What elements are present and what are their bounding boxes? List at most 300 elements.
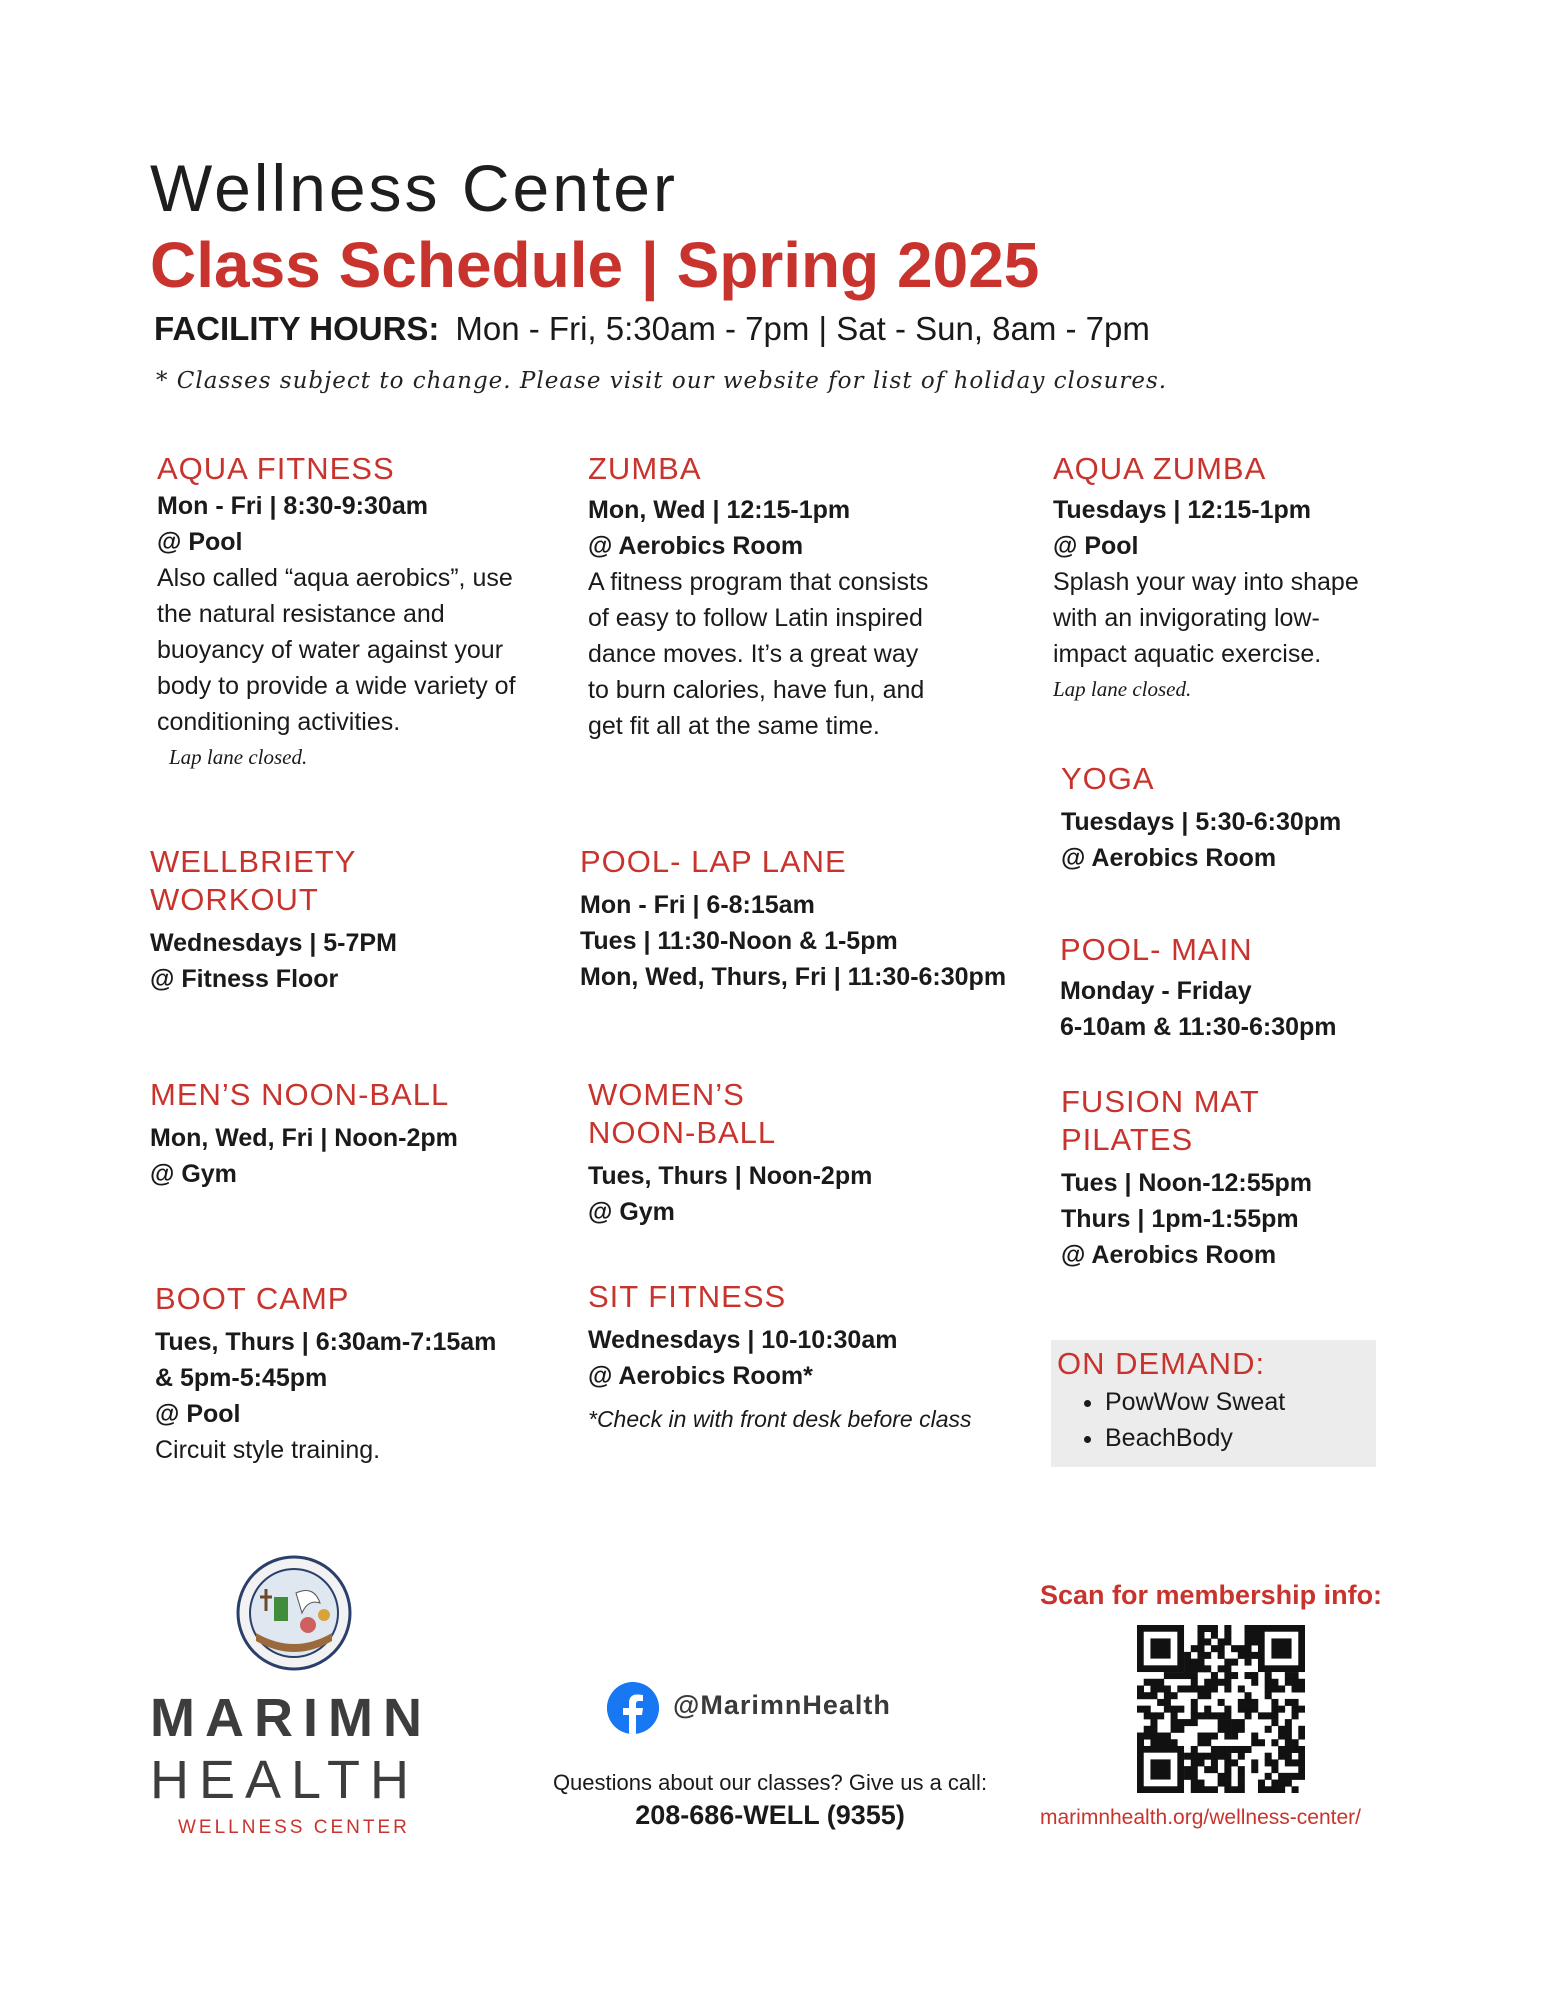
qr-module [1298,1773,1305,1780]
qr-module [1298,1733,1305,1740]
qr-module [1224,1679,1231,1686]
qr-module [1271,1699,1278,1706]
qr-module [1184,1665,1191,1672]
qr-module [1218,1753,1225,1760]
qr-module [1218,1665,1225,1672]
class-location: @ Aerobics Room* [588,1362,813,1390]
qr-module [1191,1766,1198,1773]
qr-module [1211,1766,1218,1773]
qr-module [1298,1706,1305,1713]
qr-module [1191,1759,1198,1766]
qr-module [1157,1679,1164,1686]
class-note: Lap lane closed. [169,745,308,769]
qr-module [1204,1786,1211,1793]
qr-module [1292,1773,1299,1780]
qr-module [1171,1672,1178,1679]
class-time: Tues, Thurs | 6:30am-7:15am [155,1328,497,1356]
qr-module [1184,1766,1191,1773]
qr-module [1218,1699,1225,1706]
qr-module [1251,1739,1258,1746]
class-name-line2: NOON-BALL [588,1115,777,1150]
class-time: Mon, Wed | 12:15-1pm [588,496,851,524]
class-location: @ Aerobics Room [588,532,804,560]
class-name: POOL- MAIN [1060,932,1253,967]
qr-module [1298,1746,1305,1753]
qr-module [1204,1766,1211,1773]
class-location: @ Gym [588,1198,675,1226]
qr-module [1271,1780,1278,1787]
qr-module [1211,1759,1218,1766]
qr-module [1224,1780,1231,1787]
class-wellbriety [150,843,530,997]
qr-module [1191,1746,1198,1753]
qr-module [1184,1753,1191,1760]
qr-module [1265,1692,1272,1699]
qr-module [1265,1726,1272,1733]
qr-module [1224,1733,1231,1740]
qr-module [1258,1712,1265,1719]
qr-module [1204,1706,1211,1713]
class-time: Wednesdays | 10-10:30am [588,1326,898,1354]
qr-module [1251,1679,1258,1686]
class-location: @ Pool [157,528,243,556]
qr-module [1191,1780,1198,1787]
contact-question: Questions about our classes? Give us a call: [552,1770,988,1795]
qr-module [1197,1632,1204,1639]
class-time: Tuesdays | 5:30-6:30pm [1061,808,1342,836]
qr-module [1271,1786,1278,1793]
qr-module [1271,1719,1278,1726]
qr-finder [1271,1638,1291,1658]
qr-module [1245,1746,1252,1753]
qr-module [1245,1699,1252,1706]
class-name: AQUA ZUMBA [1053,451,1267,486]
qr-module [1184,1659,1191,1666]
qr-module [1265,1672,1272,1679]
qr-module [1251,1638,1258,1645]
qr-module [1285,1733,1292,1740]
qr-module [1197,1665,1204,1672]
qr-module [1231,1645,1238,1652]
qr-module [1298,1766,1305,1773]
qr-module [1218,1726,1225,1733]
qr-module [1177,1706,1184,1713]
qr-module [1211,1672,1218,1679]
qr-module [1164,1739,1171,1746]
qr-module [1258,1786,1265,1793]
qr-module [1238,1726,1245,1733]
qr-module [1144,1726,1151,1733]
qr-module [1197,1638,1204,1645]
qr-module [1197,1780,1204,1787]
qr-module [1292,1746,1299,1753]
qr-module [1224,1766,1231,1773]
qr-module [1258,1780,1265,1787]
qr-module [1204,1739,1211,1746]
qr-module [1197,1786,1204,1793]
qr-finder [1150,1759,1170,1779]
qr-module [1204,1652,1211,1659]
class-time: Mon - Fri | 8:30-9:30am [157,492,428,520]
list-item: • BeachBody [1105,1420,1376,1456]
on-demand-box [1051,1340,1376,1467]
class-womens-noonball [588,1076,968,1230]
class-sit-fitness [588,1278,1008,1434]
qr-module [1218,1780,1225,1787]
class-description: A fitness program that consists of easy to follow Latin inspired dance moves. It’s a great way to burn calories, have fun, and get fit all at the same time. [588,568,929,740]
qr-module [1164,1692,1171,1699]
qr-module [1144,1679,1151,1686]
qr-module [1278,1726,1285,1733]
qr-module [1171,1719,1178,1726]
qr-module [1271,1712,1278,1719]
qr-module [1218,1712,1225,1719]
qr-module [1211,1746,1218,1753]
qr-module [1251,1672,1258,1679]
qr-code[interactable] [1137,1625,1305,1793]
class-description: Also called “aqua aerobics”, use the natural resistance and buoyancy of water against your body to provide a wide variety of conditioning activities. [157,564,516,736]
qr-module [1224,1706,1231,1713]
qr-module [1204,1638,1211,1645]
qr-module [1197,1645,1204,1652]
qr-module [1224,1665,1231,1672]
qr-module [1191,1719,1198,1726]
facility-hours-value: Mon - Fri, 5:30am - 7pm | Sat - Sun, 8am - 7pm [455,310,1150,347]
qr-module [1191,1659,1198,1666]
qr-module [1137,1706,1144,1713]
class-pool-main [1060,931,1390,1045]
disclaimer: * Classes subject to change. Please visit our website for list of holiday closures. [156,368,1168,394]
qr-module [1231,1659,1238,1666]
qr-module [1251,1652,1258,1659]
qr-module [1197,1685,1204,1692]
qr-module [1231,1719,1238,1726]
qr-module [1191,1672,1198,1679]
qr-module [1271,1739,1278,1746]
qr-module [1271,1685,1278,1692]
qr-module [1292,1672,1299,1679]
class-boot-camp [155,1280,535,1468]
tribe-seal-logo [236,1555,352,1671]
qr-module [1285,1679,1292,1686]
qr-module [1218,1773,1225,1780]
class-time: Tues | 11:30-Noon & 1-5pm [580,927,898,955]
class-name: YOGA [1061,761,1155,796]
list-item: • PowWow Sweat [1105,1384,1376,1420]
qr-module [1245,1712,1252,1719]
qr-module [1224,1719,1231,1726]
qr-module [1298,1679,1305,1686]
facility-hours-label: FACILITY HOURS: [154,310,440,347]
qr-module [1177,1719,1184,1726]
qr-module [1164,1685,1171,1692]
contact-phone[interactable]: 208-686-WELL (9355) [635,1800,905,1830]
qr-module [1191,1786,1198,1793]
qr-module [1231,1746,1238,1753]
class-name-line2: PILATES [1061,1122,1194,1157]
qr-module [1298,1685,1305,1692]
qr-module [1278,1746,1285,1753]
qr-module [1204,1712,1211,1719]
qr-module [1278,1753,1285,1760]
qr-module [1285,1773,1292,1780]
qr-module [1157,1712,1164,1719]
facebook-icon [607,1682,659,1734]
on-demand-title: ON DEMAND: [1057,1346,1266,1381]
qr-module [1157,1733,1164,1740]
qr-module [1137,1692,1144,1699]
qr-module [1285,1780,1292,1787]
qr-module [1285,1719,1292,1726]
qr-module [1231,1672,1238,1679]
qr-module [1231,1786,1238,1793]
qr-module [1278,1706,1285,1713]
qr-module [1292,1706,1299,1713]
class-time: Tuesdays | 12:15-1pm [1053,496,1312,524]
qr-module [1265,1712,1272,1719]
qr-module [1238,1773,1245,1780]
qr-module [1197,1625,1204,1632]
scan-label: Scan for membership info: [1040,1580,1383,1610]
qr-module [1224,1773,1231,1780]
class-name: MEN’S NOON-BALL [150,1077,450,1112]
qr-module [1184,1719,1191,1726]
qr-module [1298,1753,1305,1760]
qr-module [1238,1766,1245,1773]
qr-module [1204,1733,1211,1740]
qr-module [1218,1746,1225,1753]
qr-module [1278,1780,1285,1787]
qr-module [1245,1672,1252,1679]
qr-module [1251,1766,1258,1773]
qr-module [1271,1759,1278,1766]
class-name: ZUMBA [588,451,702,486]
class-zumba [588,450,938,744]
qr-module [1278,1786,1285,1793]
qr-module [1292,1712,1299,1719]
qr-module [1218,1652,1225,1659]
on-demand-list [1051,1384,1376,1456]
class-time: Mon, Wed, Fri | Noon-2pm [150,1124,458,1152]
qr-module [1171,1726,1178,1733]
qr-module [1137,1685,1144,1692]
qr-module [1211,1685,1218,1692]
qr-module [1191,1665,1198,1672]
facility-hours [154,310,1150,348]
qr-module [1271,1706,1278,1713]
class-location: @ Fitness Floor [150,965,339,993]
qr-module [1204,1692,1211,1699]
qr-module [1157,1739,1164,1746]
class-time: Wednesdays | 5-7PM [150,929,397,957]
class-note: Lap lane closed. [1053,677,1192,701]
qr-module [1204,1753,1211,1760]
qr-module [1191,1645,1198,1652]
qr-module [1238,1753,1245,1760]
class-name: BOOT CAMP [155,1281,350,1316]
class-name: POOL- LAP LANE [580,844,847,879]
qr-module [1238,1652,1245,1659]
class-time: Mon - Fri | 6-8:15am [580,891,815,919]
class-time: Tues, Thurs | Noon-2pm [588,1162,873,1190]
class-name-line1: WELLBRIETY [150,844,357,879]
qr-module [1271,1679,1278,1686]
class-note: *Check in with front desk before class [588,1406,972,1432]
class-location: @ Pool [1053,532,1139,560]
qr-module [1285,1726,1292,1733]
class-fusion-pilates [1061,1083,1391,1273]
qr-module [1224,1672,1231,1679]
qr-module [1231,1726,1238,1733]
qr-module [1197,1712,1204,1719]
website-link[interactable]: marimnhealth.org/wellness-center/ [1040,1806,1361,1829]
qr-module [1271,1766,1278,1773]
class-time: 6-10am & 11:30-6:30pm [1060,1013,1337,1041]
qr-module [1191,1685,1198,1692]
class-yoga [1061,760,1391,876]
qr-module [1224,1685,1231,1692]
page-subtitle: Class Schedule | Spring 2025 [150,229,1040,301]
class-time: Monday - Friday [1060,977,1252,1005]
qr-module [1265,1786,1272,1793]
class-name: AQUA FITNESS [157,451,395,486]
qr-module [1251,1625,1258,1632]
qr-module [1224,1726,1231,1733]
qr-module [1197,1759,1204,1766]
class-time: Tues | Noon-12:55pm [1061,1169,1313,1197]
qr-module [1298,1726,1305,1733]
qr-module [1285,1739,1292,1746]
qr-module [1245,1645,1252,1652]
qr-module [1278,1733,1285,1740]
qr-module [1150,1726,1157,1733]
qr-module [1150,1679,1157,1686]
qr-module [1177,1672,1184,1679]
qr-module [1197,1652,1204,1659]
qr-module [1211,1733,1218,1740]
qr-module [1171,1712,1178,1719]
qr-module [1285,1746,1292,1753]
qr-module [1278,1773,1285,1780]
qr-module [1245,1659,1252,1666]
qr-module [1245,1638,1252,1645]
qr-module [1191,1753,1198,1760]
qr-module [1292,1786,1299,1793]
qr-module [1197,1659,1204,1666]
qr-module [1245,1632,1252,1639]
qr-module [1251,1632,1258,1639]
qr-module [1171,1739,1178,1746]
qr-module [1164,1706,1171,1713]
qr-module [1258,1739,1265,1746]
qr-module [1150,1685,1157,1692]
qr-module [1184,1652,1191,1659]
class-time: Thurs | 1pm-1:55pm [1061,1205,1299,1233]
qr-finder [1150,1638,1170,1658]
qr-module [1191,1699,1198,1706]
brand-name-line1: MARIMN [150,1688,432,1748]
qr-module [1265,1685,1272,1692]
qr-module [1211,1645,1218,1652]
qr-module [1224,1712,1231,1719]
qr-module [1224,1638,1231,1645]
qr-module [1251,1706,1258,1713]
qr-module [1177,1685,1184,1692]
qr-module [1298,1759,1305,1766]
class-aqua-fitness [157,450,527,772]
qr-module [1245,1652,1252,1659]
class-name-line1: WOMEN’S [588,1077,745,1112]
qr-module [1137,1733,1144,1740]
qr-module [1238,1645,1245,1652]
qr-module [1211,1679,1218,1686]
facebook-handle: @MarimnHealth [673,1690,891,1720]
qr-module [1224,1786,1231,1793]
qr-module [1211,1753,1218,1760]
qr-module [1251,1733,1258,1740]
qr-module [1218,1679,1225,1686]
qr-module [1292,1759,1299,1766]
class-description: Splash your way into shape with an invigorating low-impact aquatic exercise. [1053,568,1359,668]
class-location: @ Aerobics Room [1061,844,1277,872]
qr-module [1211,1712,1218,1719]
class-location: @ Gym [150,1160,237,1188]
qr-module [1164,1699,1171,1706]
qr-module [1285,1759,1292,1766]
qr-module [1224,1659,1231,1666]
class-description: Circuit style training. [155,1436,381,1464]
qr-module [1285,1753,1292,1760]
qr-module [1171,1706,1178,1713]
qr-module [1292,1679,1299,1686]
qr-module [1150,1719,1157,1726]
qr-module [1238,1699,1245,1706]
class-time: Mon, Wed, Thurs, Fri | 11:30-6:30pm [580,963,1007,991]
qr-module [1144,1712,1151,1719]
qr-module [1292,1739,1299,1746]
qr-module [1265,1679,1272,1686]
qr-module [1197,1692,1204,1699]
qr-module [1211,1632,1218,1639]
qr-module [1144,1733,1151,1740]
qr-module [1191,1773,1198,1780]
qr-module [1191,1712,1198,1719]
qr-module [1251,1759,1258,1766]
qr-module [1171,1692,1178,1699]
qr-module [1238,1746,1245,1753]
qr-module [1164,1672,1171,1679]
qr-module [1204,1625,1211,1632]
qr-module [1231,1759,1238,1766]
qr-module [1211,1625,1218,1632]
qr-module [1197,1739,1204,1746]
qr-module [1224,1759,1231,1766]
qr-module [1231,1733,1238,1740]
qr-module [1191,1679,1198,1686]
qr-module [1211,1786,1218,1793]
class-mens-noonball [150,1076,530,1192]
qr-module [1157,1685,1164,1692]
qr-module [1218,1719,1225,1726]
qr-module [1197,1753,1204,1760]
qr-module [1150,1692,1157,1699]
qr-module [1184,1672,1191,1679]
class-time-extra: & 5pm-5:45pm [155,1364,328,1392]
class-location: @ Aerobics Room [1061,1241,1277,1269]
qr-module [1224,1746,1231,1753]
qr-module [1245,1625,1252,1632]
qr-module [1144,1692,1151,1699]
